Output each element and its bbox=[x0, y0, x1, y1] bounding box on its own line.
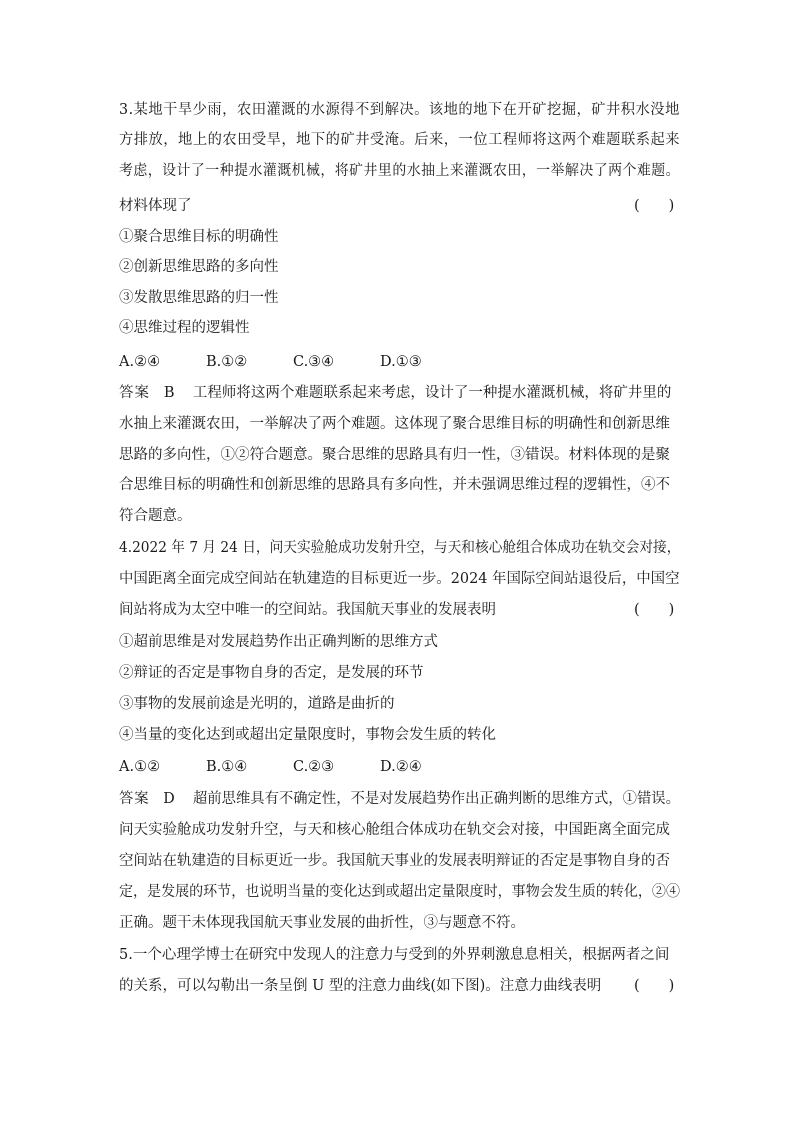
q5-stem-line-2: 的关系，可以勾勒出一条呈倒 U 型的注意力曲线(如下图)。注意力曲线表明 bbox=[119, 978, 602, 994]
q3-option-b: B.①② bbox=[206, 354, 248, 370]
q3-answer-label: 答案 bbox=[119, 385, 150, 401]
q3-explanation-line-1: 工程师将这两个难题联系起来考虑，设计了一种提水灌溉机械，将矿井里的 bbox=[192, 385, 672, 401]
q3-stem-line-1: 3.某地干旱少雨，农田灌溉的水源得不到解决。该地的地下在开矿挖掘，矿井积水没地 bbox=[119, 102, 680, 118]
q4-explanation-line-4: 定，是发展的环节，也说明当量的变化达到或超出定量限度时，事物会发生质的转化，②④ bbox=[119, 884, 680, 900]
q4-answer-key: D bbox=[163, 791, 175, 807]
q3-stem-line-3: 考虑，设计了一种提水灌溉机械，将矿井里的水抽上来灌溉农田，一举解决了两个难题。 bbox=[119, 163, 681, 179]
q4-option-d: D.②④ bbox=[380, 759, 422, 775]
q5-stem-line-1: 5.一个心理学博士在研究中发现人的注意力与受到的外界刺激息息相关，根据两者之间 bbox=[119, 947, 670, 963]
q4-option-b: B.①④ bbox=[206, 759, 248, 775]
q3-option-a: A.②④ bbox=[119, 354, 161, 370]
q4-stem-line-2: 中国距离全面完成空间站在轨建造的目标更近一步。2024 年国际空间站退役后，中国空 bbox=[119, 571, 680, 587]
q3-explanation-line-2: 水抽上来灌溉农田，一举解决了两个难题。这体现了聚合思维目标的明确性和创新思维 bbox=[119, 416, 670, 432]
q4-explanation-line-3: 空间站在轨建造的目标更近一步。我国航天事业的发展表明辩证的否定是事物自身的否 bbox=[119, 853, 670, 869]
q4-stem-line-3: 间站将成为太空中唯一的空间站。我国航天事业的发展表明 bbox=[119, 602, 496, 618]
q4-options bbox=[119, 757, 422, 777]
q4-answer-label: 答案 bbox=[119, 791, 150, 807]
q4-explanation-line-1: 超前思维具有不确定性，不是对发展趋势作出正确判断的思维方式，①错误。 bbox=[192, 791, 680, 807]
q3-statement-2: ②创新思维思路的多向性 bbox=[119, 259, 279, 275]
q4-statement-4: ④当量的变化达到或超出定量限度时，事物会发生质的转化 bbox=[119, 727, 496, 743]
q3-option-d: D.①③ bbox=[380, 354, 422, 370]
q3-explanation-line-5: 符合题意。 bbox=[119, 508, 192, 524]
q3-stem-line-2: 方排放，地上的农田受旱，地下的矿井受淹。后来，一位工程师将这两个难题联系起来 bbox=[119, 132, 680, 148]
q4-statement-3: ③事物的发展前途是光明的，道路是曲折的 bbox=[119, 696, 395, 712]
q3-statement-3: ③发散思维思路的归一性 bbox=[119, 290, 279, 306]
q3-stem-line-4: 材料体现了 bbox=[119, 198, 192, 214]
q4-option-c: C.②③ bbox=[293, 759, 335, 775]
q4-statement-2: ②辩证的否定是事物自身的否定，是发展的环节 bbox=[119, 665, 424, 681]
q4-explanation-line-5: 正确。题干未体现我国航天事业发展的曲折性，③与题意不符。 bbox=[119, 915, 525, 931]
q5-answer-blank: ( ) bbox=[634, 978, 675, 994]
q3-answer-line bbox=[119, 383, 671, 403]
q3-answer-key: B bbox=[163, 385, 175, 401]
q3-statement-1: ①聚合思维目标的明确性 bbox=[119, 229, 279, 245]
q4-answer-line bbox=[119, 789, 680, 809]
q4-explanation-line-2: 问天实验舱成功发射升空，与天和核心舱组合体成功在轨交会对接，中国距离全面完成 bbox=[119, 822, 670, 838]
q3-explanation-line-4: 合思维目标的明确性和创新思维的思路具有多向性，并未强调思维过程的逻辑性，④不 bbox=[119, 477, 670, 493]
q4-stem-line-1: 4.2022 年 7 月 24 日，问天实验舱成功发射升空，与天和核心舱组合体成功在轨交会对接， bbox=[119, 540, 681, 556]
q3-options bbox=[119, 352, 422, 372]
q3-answer-blank: ( ) bbox=[634, 198, 675, 214]
q3-explanation-line-3: 思路的多向性，①②符合题意。聚合思维的思路具有归一性，③错误。材料体现的是聚 bbox=[119, 447, 670, 463]
q3-option-c: C.③④ bbox=[293, 354, 335, 370]
q3-statement-4: ④思维过程的逻辑性 bbox=[119, 320, 250, 336]
q4-option-a: A.①② bbox=[119, 759, 161, 775]
q4-statement-1: ①超前思维是对发展趋势作出正确判断的思维方式 bbox=[119, 634, 438, 650]
q4-answer-blank: ( ) bbox=[634, 602, 675, 618]
